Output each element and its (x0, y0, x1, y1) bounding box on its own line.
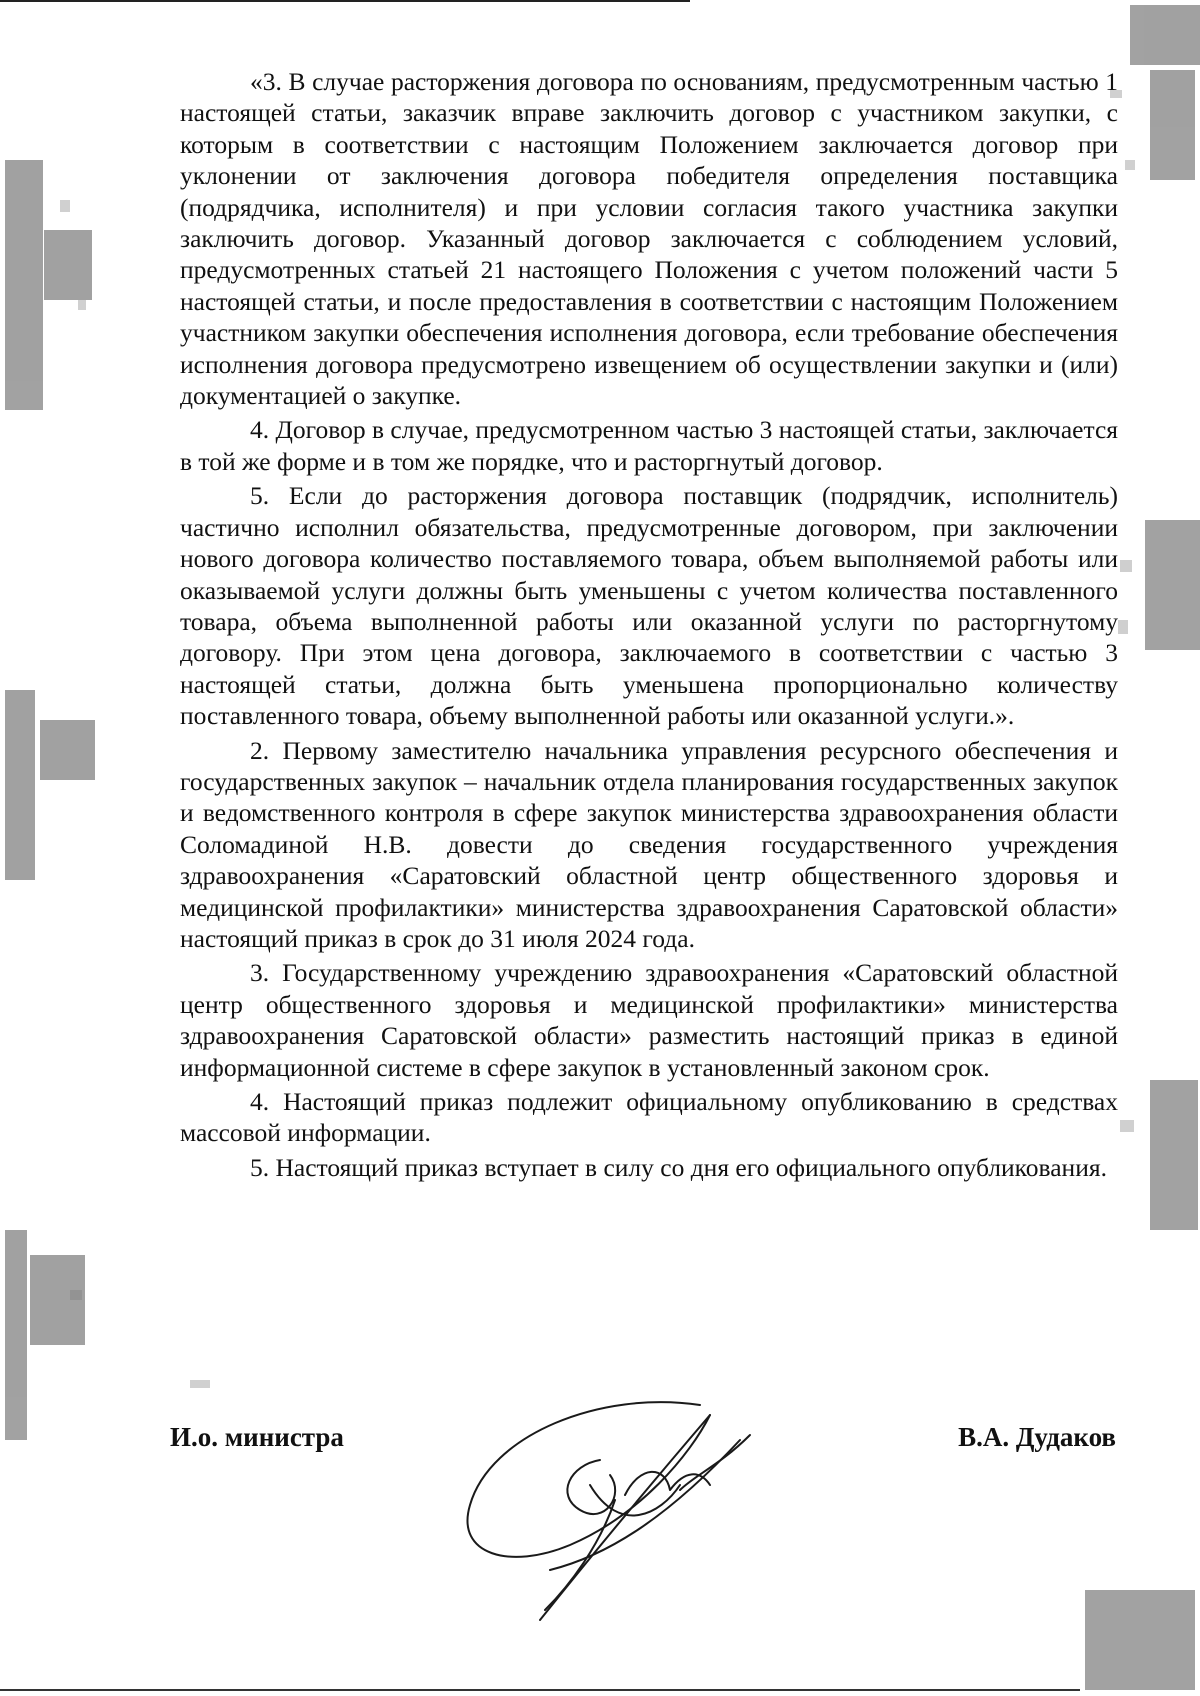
right-margin-artifact-2 (1145, 520, 1200, 650)
right-margin-artifact-1 (1130, 5, 1200, 65)
left-margin-artifact-1b (44, 230, 92, 300)
signatory-title: И.о. министра (170, 1422, 344, 1452)
right-margin-artifact-1b (1150, 70, 1195, 180)
paragraph-order-3: 3. Государственному учреждению здравоохранения «Саратовский областной центр общественного здоровья и медицинской профилактики» министерства здравоохранения Саратовской области» разместить настоящий приказ в единой информационной системе в сфере закупок в установленный законом срок. (180, 958, 1118, 1082)
signatory-name: В.А. Дудаков (958, 1422, 1116, 1452)
paragraph-article-3: «3. В случае расторжения договора по основаниям, предусмотренным частью 1 настоящей статьи, заказчик вправе заключить договор с участником закупки, с которым в соответствии с настоящим Положением заключается договор при уклонении от заключения договора победителя определения поставщика (подрядчика, исполнителя) и при условии согласия такого участника закупки заключить договор. Указанный договор заключается с соблюдением условий, предусмотренных статьей 21 настоящего Положения с учетом положений части 5 настоящей статьи, и после предоставления в соответствии с настоящим Положением участником закупки обеспечения исполнения договора, если требование обеспечения исполнения договора предусмотрено извещением об осуществлении закупки и (или) документацией о закупке. (180, 67, 1118, 411)
bottom-rule (0, 1689, 1080, 1691)
handwritten-signature (450, 1395, 790, 1625)
paragraph-article-4: 4. Договор в случае, предусмотренном частью 3 настоящей статьи, заключается в той же форме и в том же порядке, что и расторгнутый договор. (180, 415, 1118, 476)
bottom-right-artifact (1085, 1590, 1195, 1690)
paragraph-order-5: 5. Настоящий приказ вступает в силу со дня его официального опубликования. (250, 1152, 1107, 1182)
left-margin-artifact-2 (5, 690, 35, 880)
left-margin-artifact-2b (40, 720, 95, 780)
right-margin-artifact-3 (1150, 1080, 1198, 1230)
paragraph-order-2: 2. Первому заместителю начальника управления ресурсного обеспечения и государственных закупок – начальник отдела планирования государственных закупок и ведомственного контроля в сфере закупок министерства здравоохранения области Соломадиной Н.В. довести до сведения государственного учреждения здравоохранения «Саратовский областной центр общественного здоровья и медицинской профилактики» министерства здравоохранения Саратовской области» настоящий приказ в срок до 31 июля 2024 года. (180, 735, 1118, 953)
document-body (180, 66, 1118, 1186)
left-margin-artifact-3 (5, 1230, 27, 1440)
left-margin-artifact-1 (5, 160, 43, 410)
paragraph-order-4: 4. Настоящий приказ подлежит официальному опубликованию в средствах массовой информации. (180, 1087, 1118, 1148)
paragraph-article-5: 5. Если до расторжения договора поставщик (подрядчик, исполнитель) частично исполнил обязательства, предусмотренные договором, при заключении нового договора количество поставляемого товара, объем выполняемой работы или оказываемой услуги должны быть уменьшены с учетом количества поставленного товара, объема выполненной работы или оказанной услуги по расторгнутому договору. При этом цена договора, заключаемого в соответствии с частью 3 настоящей статьи, должна быть уменьшена пропорционально количеству поставленного товара, объему выполненной работы или оказанной услуги.». (180, 481, 1118, 731)
